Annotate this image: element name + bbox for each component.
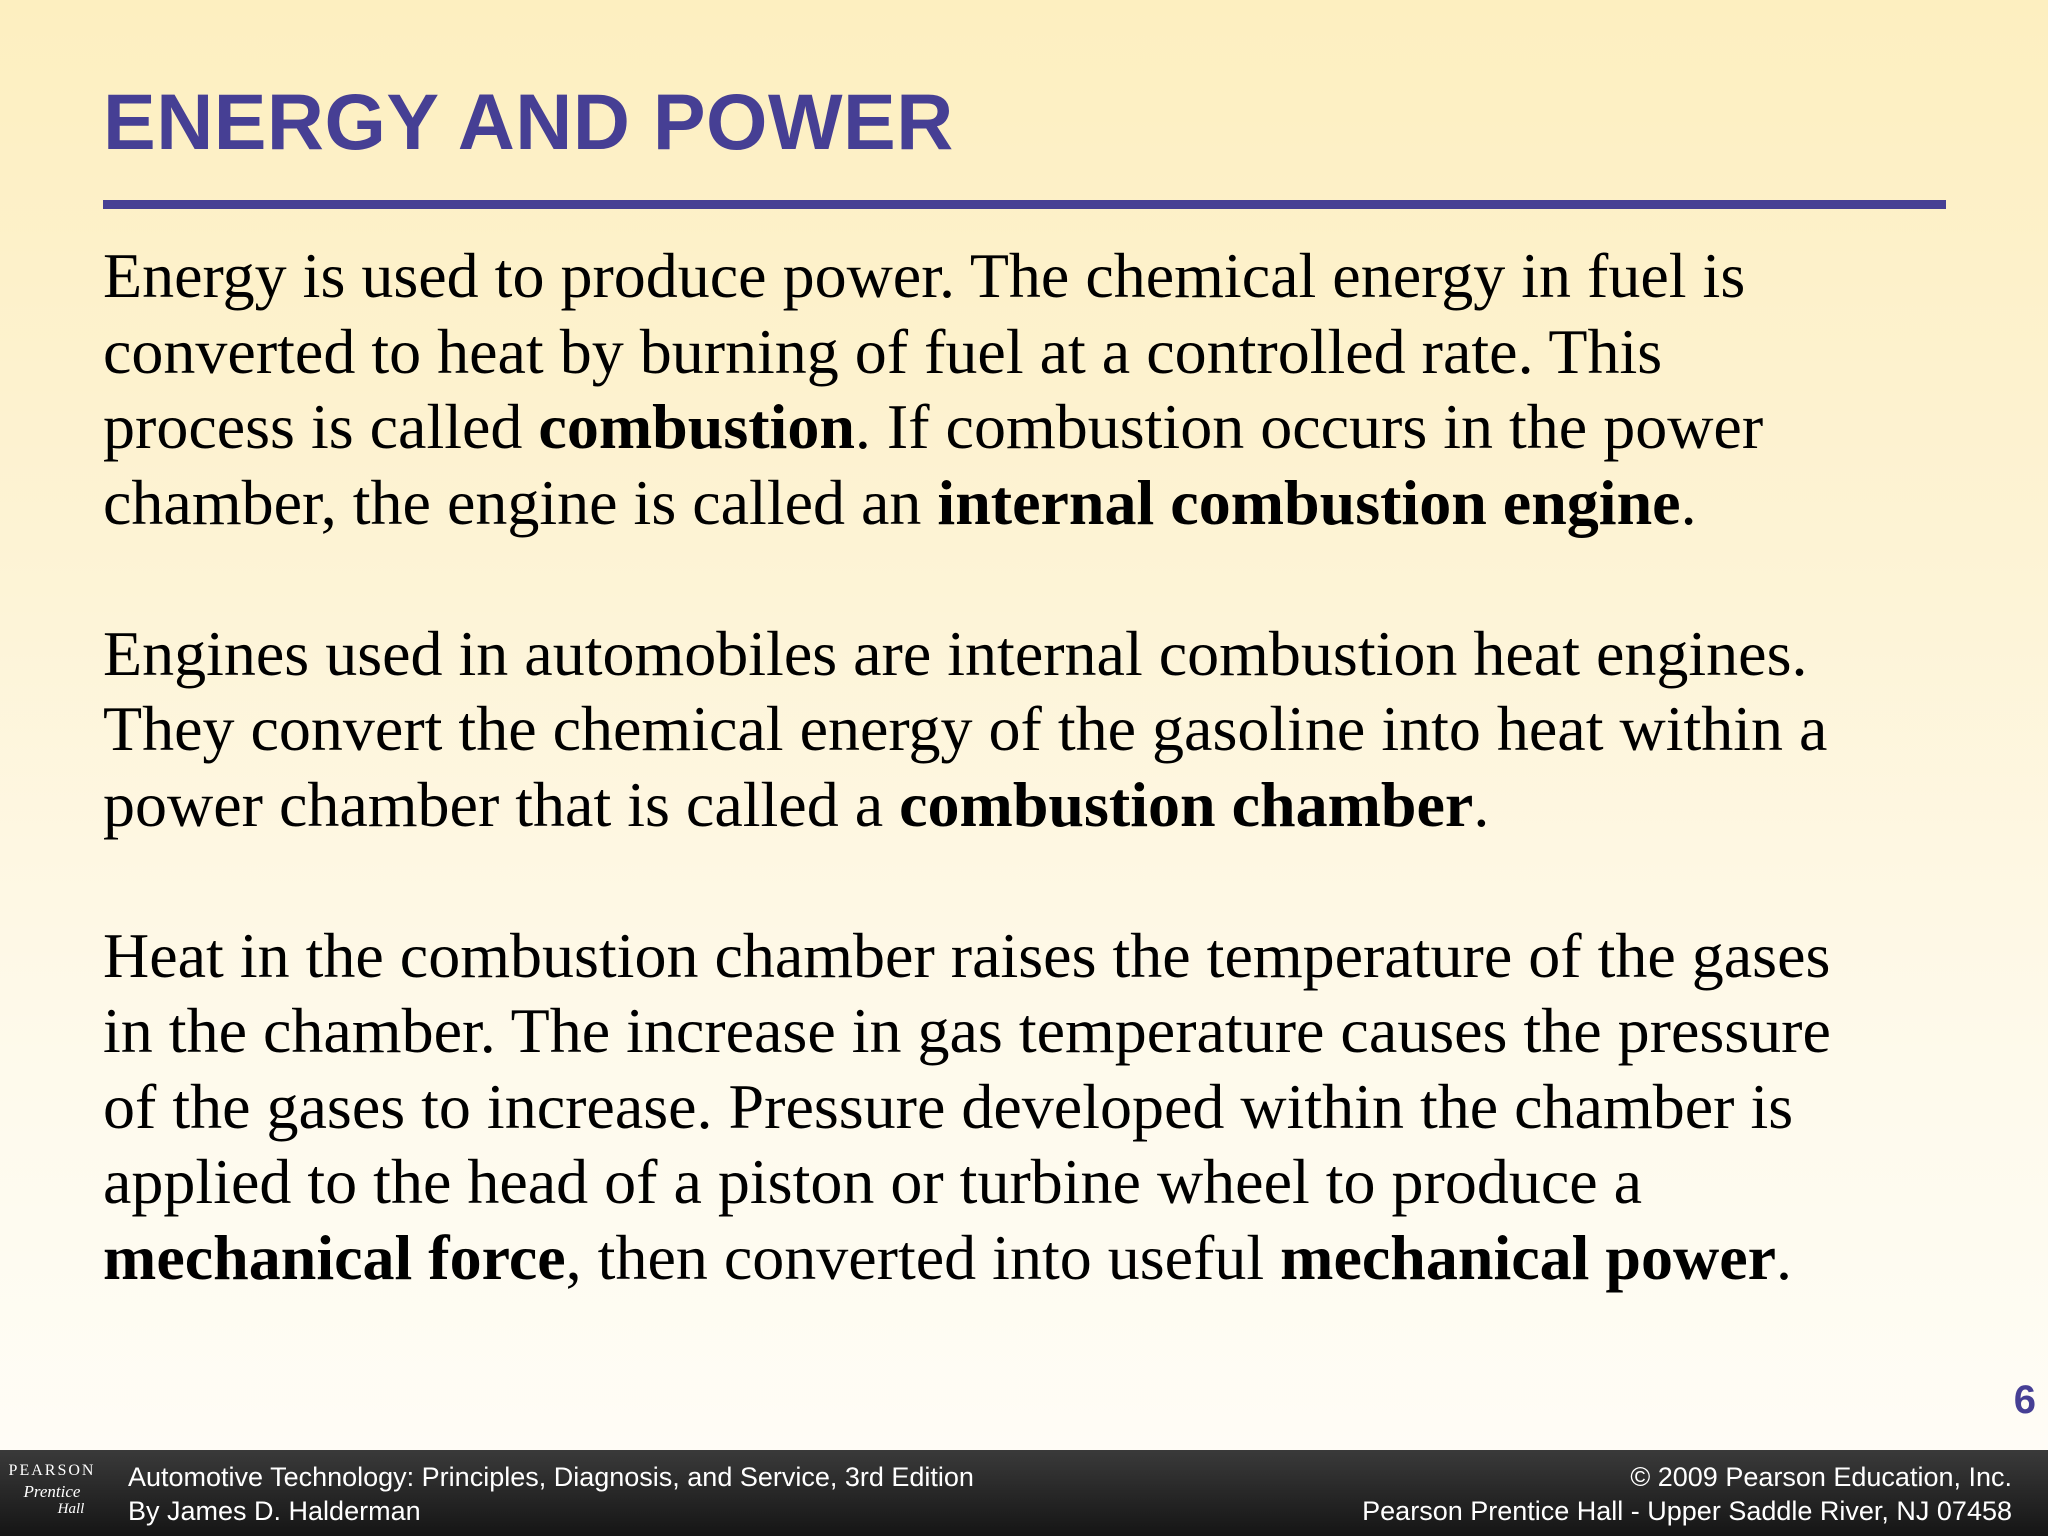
body-text-segment: applied to the head of a piston or turbine wheel to produce a (103, 1146, 1643, 1217)
body-text-segment: Engines used in automobiles are internal combustion heat engines. (103, 617, 1808, 689)
footer-book-title: Automotive Technology: Principles, Diagnosis, and Service, 3rd Edition (128, 1462, 974, 1492)
key-term: mechanical power (1280, 1221, 1777, 1293)
body-line (103, 767, 2003, 843)
footer-book-info (128, 1460, 974, 1528)
body-line (103, 465, 2003, 541)
body-text-segment: . If combustion occurs in the power (854, 391, 1764, 462)
key-term: combustion (538, 391, 855, 462)
body-text-segment: chamber, the engine is called an (103, 466, 938, 538)
body-text-segment: , then converted into useful (565, 1221, 1281, 1293)
body-text-segment: converted to heat by burning of fuel at a controlled rate. This (103, 315, 1663, 387)
body-line (103, 1220, 2003, 1296)
logo-bottom-text: Hall (57, 1501, 85, 1517)
footer-author: By James D. Halderman (128, 1496, 421, 1526)
logo-top-text: PEARSON (8, 1462, 96, 1479)
key-term: mechanical force (103, 1221, 566, 1293)
key-term: combustion chamber (899, 768, 1474, 840)
body-line (103, 314, 2003, 390)
slide-title: ENERGY AND POWER (103, 77, 954, 166)
pearson-prentice-hall-logo (0, 1450, 104, 1536)
footer-publisher: Pearson Prentice Hall - Upper Saddle River, NJ 07458 (1362, 1496, 2012, 1526)
body-text-segment: . (1776, 1221, 1793, 1293)
body-line (103, 691, 2003, 767)
logo-middle-text: Prentice (23, 1482, 81, 1501)
body-text-segment: They convert the chemical energy of the gasoline into heat within a (103, 693, 1828, 764)
footer-publisher-info (1362, 1460, 2012, 1528)
body-line (103, 1069, 2003, 1145)
body-text-segment: process is called (103, 391, 539, 462)
body-text-segment: . (1473, 768, 1490, 840)
body-line (103, 616, 2003, 692)
body-text-segment: of the gases to increase. Pressure developed within the chamber is (103, 1070, 1794, 1142)
key-term: internal combustion engine (937, 466, 1681, 538)
body-paragraph (103, 616, 2003, 843)
body-line (103, 1144, 2003, 1220)
body-paragraph (103, 238, 2003, 540)
title-divider (103, 200, 1946, 209)
slide-body (103, 238, 2003, 1371)
footer-copyright: © 2009 Pearson Education, Inc. (1630, 1462, 2012, 1492)
body-line (103, 389, 2003, 465)
page-number: 6 (2013, 1378, 2036, 1422)
body-line (103, 918, 2003, 994)
body-line (103, 993, 2003, 1069)
body-line (103, 238, 2003, 314)
footer-bar (0, 1450, 2048, 1536)
body-text-segment: power chamber that is called a (103, 768, 900, 840)
body-text-segment: in the chamber. The increase in gas temperature causes the pressure (103, 995, 1831, 1066)
body-text-segment: . (1680, 466, 1697, 538)
body-text-segment: Energy is used to produce power. The chemical energy in fuel is (103, 240, 1746, 311)
body-paragraph (103, 918, 2003, 1296)
body-text-segment: Heat in the combustion chamber raises the temperature of the gases (103, 919, 1831, 991)
